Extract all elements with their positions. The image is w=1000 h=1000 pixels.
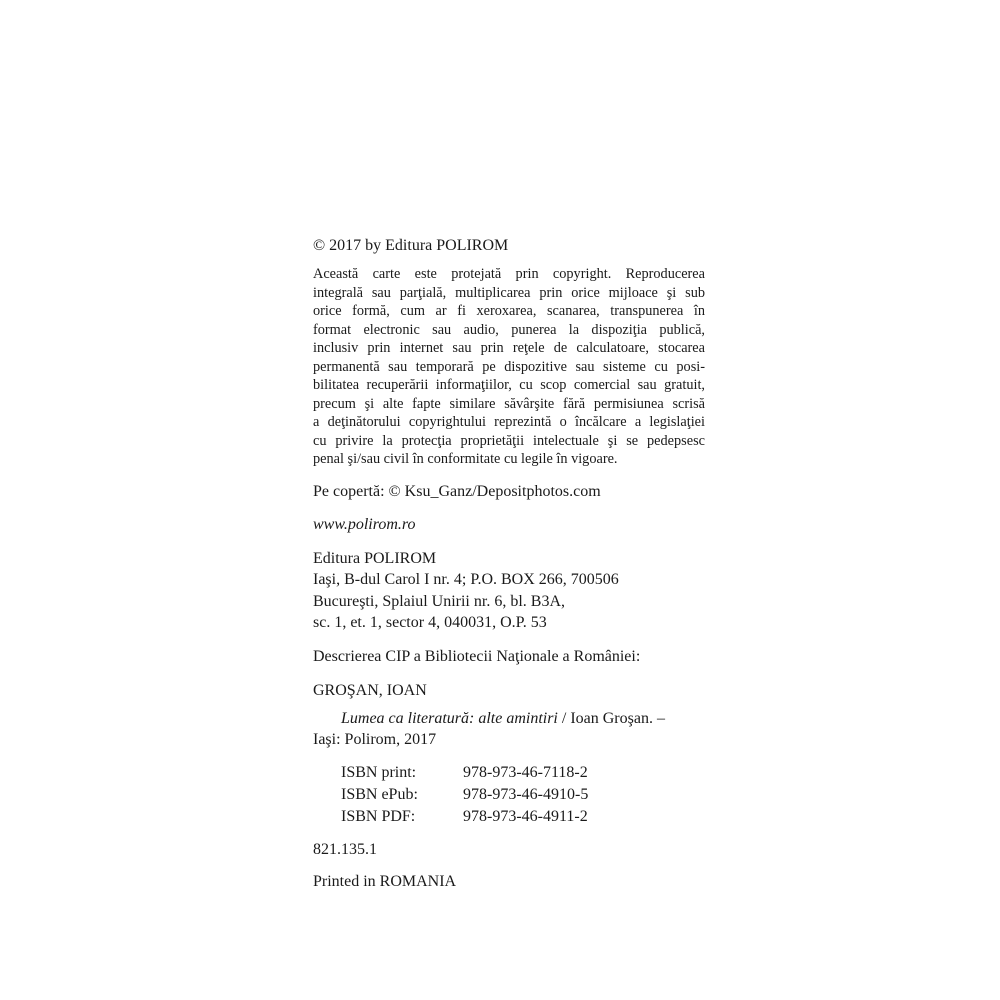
book-title: Lumea ca literatură: alte amintiri [341, 709, 558, 727]
publisher-line: sc. 1, et. 1, sector 4, 040031, O.P. 53 [313, 614, 547, 631]
publisher-line: Editura POLIROM [313, 549, 437, 567]
isbn-value: 978-973-46-7118-2 [463, 763, 588, 781]
legal-line: inclusiv prin internet sau prin reţele de calculatoare, stocarea [313, 340, 705, 356]
isbn-label: ISBN PDF: [341, 807, 416, 825]
cip-author: GROŞAN, IOAN [313, 681, 427, 699]
udc-classification: 821.135.1 [313, 840, 377, 858]
title-responsibility: / Ioan Groşan. – [557, 709, 665, 727]
legal-line: format electronic sau audio, punerea la dispoziţia publică, [313, 321, 705, 338]
website-link[interactable]: www.polirom.ro [313, 515, 416, 533]
legal-notice [313, 265, 705, 469]
legal-line: penal şi/sau civil în conformitate cu legile în vigoare. [313, 451, 618, 467]
legal-line: orice formă, cum ar fi xeroxarea, scanarea, transpunerea în [313, 303, 705, 319]
legal-line: permanentă sau temporară pe dispozitive sau sisteme cu posi- [313, 358, 705, 375]
cip-heading: Descrierea CIP a Bibliotecii Naţionale a României: [313, 647, 641, 665]
isbn-list [313, 762, 705, 828]
printed-in: Printed in ROMANIA [313, 872, 457, 890]
isbn-row [341, 784, 705, 806]
copyright-page [313, 236, 705, 892]
isbn-label: ISBN print: [341, 763, 417, 781]
isbn-value: 978-973-46-4910-5 [463, 785, 589, 803]
publisher-address [313, 548, 705, 634]
isbn-value: 978-973-46-4911-2 [463, 807, 588, 825]
cover-credit: Pe copertă: © Ksu_Ganz/Depositphotos.com [313, 482, 601, 500]
copyright-notice: © 2017 by Editura POLIROM [313, 237, 509, 254]
legal-line: Această carte este protejată prin copyright. Reproducerea [313, 266, 705, 282]
cip-title-block [313, 708, 705, 750]
legal-line: precum şi alte fapte similare săvârşite fără permisiunea scrisă [313, 395, 705, 412]
legal-line: a deţinătorului copyrightului reprezintă o încălcare a legislaţiei [313, 414, 705, 430]
publisher-line: Iaşi, B-dul Carol I nr. 4; P.O. BOX 266, 700506 [313, 571, 619, 588]
isbn-label: ISBN ePub: [341, 785, 418, 803]
isbn-row [341, 806, 705, 828]
legal-line: integrală sau parţială, multiplicarea prin orice mijloace şi sub [313, 284, 705, 301]
isbn-row [341, 762, 705, 784]
legal-line: cu privire la protecţia proprietăţii intelectuale şi se pedepsesc [313, 432, 705, 449]
publisher-line: Bucureşti, Splaiul Unirii nr. 6, bl. B3A, [313, 592, 565, 610]
legal-line: bilitatea recuperării informaţiilor, cu scop comercial sau gratuit, [313, 377, 705, 393]
cip-imprint: Iaşi: Polirom, 2017 [313, 730, 437, 748]
cip-title-line [313, 708, 705, 729]
